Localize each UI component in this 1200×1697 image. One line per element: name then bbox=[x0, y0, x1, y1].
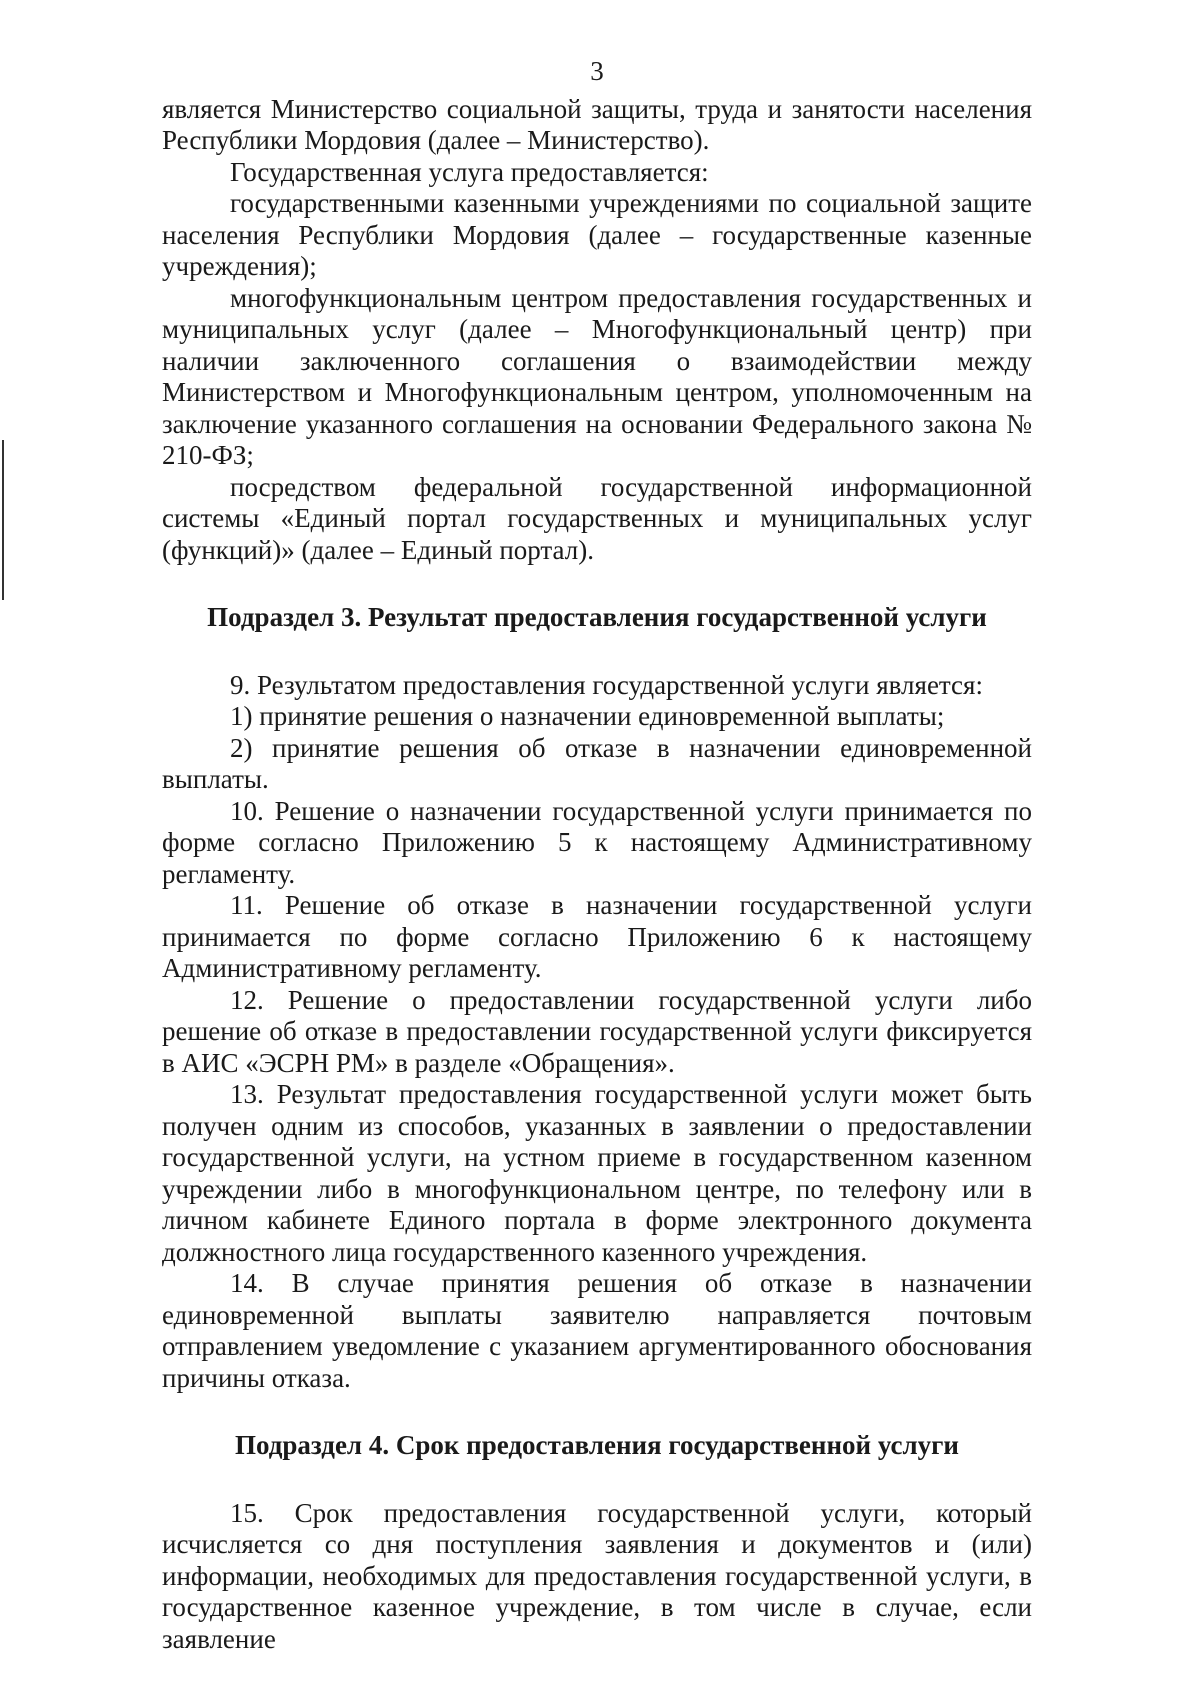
section-3-heading: Подраздел 3. Результат предоставления государственной услуги bbox=[207, 602, 987, 632]
intro-list-item: посредством федеральной государственной информационной системы «Единый портал государственных и муниципальных услуг (функций)» (далее – Единый портал). bbox=[162, 471, 1032, 565]
section-3-paragraph: 10. Решение о назначении государственной услуги принимается по форме согласно Приложению 5 к настоящему Административному регламенту. bbox=[162, 795, 1032, 889]
page-number: 3 bbox=[590, 56, 604, 86]
section-3-paragraph: 1) принятие решения о назначении единовременной выплаты; bbox=[230, 701, 945, 731]
intro-list-item: государственными казенными учреждениями по социальной защите населения Республики Мордовия (далее – государственные казенные учреждения); bbox=[162, 188, 1032, 281]
section-3-paragraph: 14. В случае принятия решения об отказе в назначении единовременной выплаты заявителю направляется почтовым отправлением уведомление с указанием аргументированного обоснования причины отказа. bbox=[162, 1268, 1032, 1393]
section-3-paragraph: 12. Решение о предоставлении государственной услуги либо решение об отказе в предоставлении государственной услуги фиксируется в АИС «ЭСРН РМ» в разделе «Обращения». bbox=[162, 984, 1032, 1078]
intro-paragraph: Государственная услуга предоставляется: bbox=[230, 156, 709, 187]
intro-list-item: многофункциональным центром предоставления государственных и муниципальных услуг (далее – Многофункциональный центр) при наличии заключенного соглашения о взаимодействии между Министерством и Многофункциональным центром, уполномоченным на заключение указанного соглашения на основании Федерального закона № 210-ФЗ; bbox=[162, 282, 1032, 470]
scan-edge-mark bbox=[2, 440, 4, 600]
document-page bbox=[162, 56, 1032, 1655]
intro-paragraph: является Министерство социальной защиты, труда и занятости населения Республики Мордовия (далее – Министерство). bbox=[162, 93, 1032, 155]
section-3-paragraph: 13. Результат предоставления государственной услуги может быть получен одним из способов, указанных в заявлении о предоставлении государственной услуги, на устном приеме в государственном казенном учреждении либо в многофункциональном центре, по телефону или в личном кабинете Единого портала в форме электронного документа должностного лица государственного казенного учреждения. bbox=[162, 1079, 1032, 1267]
section-4-heading: Подраздел 4. Срок предоставления государственной услуги bbox=[235, 1430, 959, 1460]
section-4-paragraph: 15. Срок предоставления государственной услуги, который исчисляется со дня поступления заявления и документов и (или) информации, необходимых для предоставления государственной услуги, в государственное казенное учреждение, в том числе в случае, если заявление bbox=[162, 1497, 1032, 1654]
section-3-paragraph: 11. Решение об отказе в назначении государственной услуги принимается по форме согласно Приложению 6 к настоящему Административному регламенту. bbox=[162, 890, 1032, 983]
section-3-paragraph: 2) принятие решения об отказе в назначении единовременной выплаты. bbox=[162, 732, 1032, 794]
section-3-paragraph: 9. Результатом предоставления государственной услуги является: bbox=[230, 669, 983, 700]
